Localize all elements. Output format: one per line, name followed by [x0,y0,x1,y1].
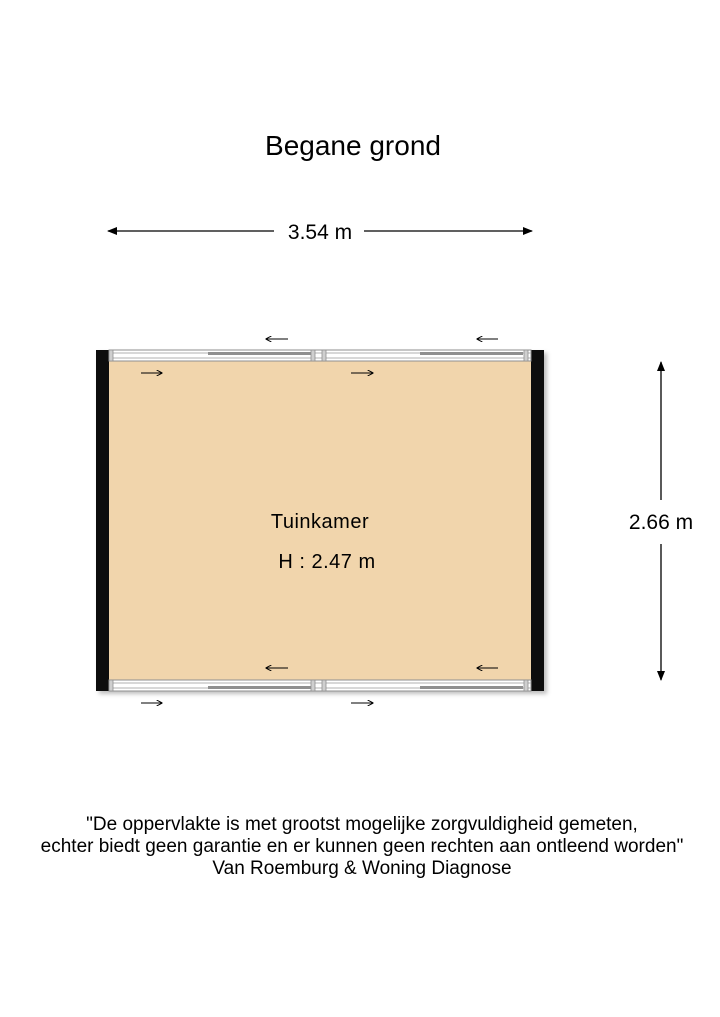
floor-title: Begane grond [265,130,441,161]
disclaimer [0,814,720,880]
room-name: Tuinkamer [270,511,370,533]
disclaimer-line-2: echter biedt geen garantie en er kunnen geen rechten aan ontleend worden" [40,836,684,857]
disclaimer-line-3: Van Roemburg & Woning Diagnose [212,858,512,879]
width-dimension [108,221,532,244]
wall-right [531,350,544,691]
room-ceiling-height: H : 2.47 m [278,551,376,573]
disclaimer-line-1: "De oppervlakte is met grootst mogelijke zorgvuldigheid gemeten, [86,814,638,835]
window-wall-bottom [109,680,531,691]
height-label: 2.66 m [628,511,694,534]
height-dimension [629,362,693,680]
window-wall-top [109,350,531,361]
width-label: 3.54 m [287,221,353,244]
wall-left [96,350,109,691]
